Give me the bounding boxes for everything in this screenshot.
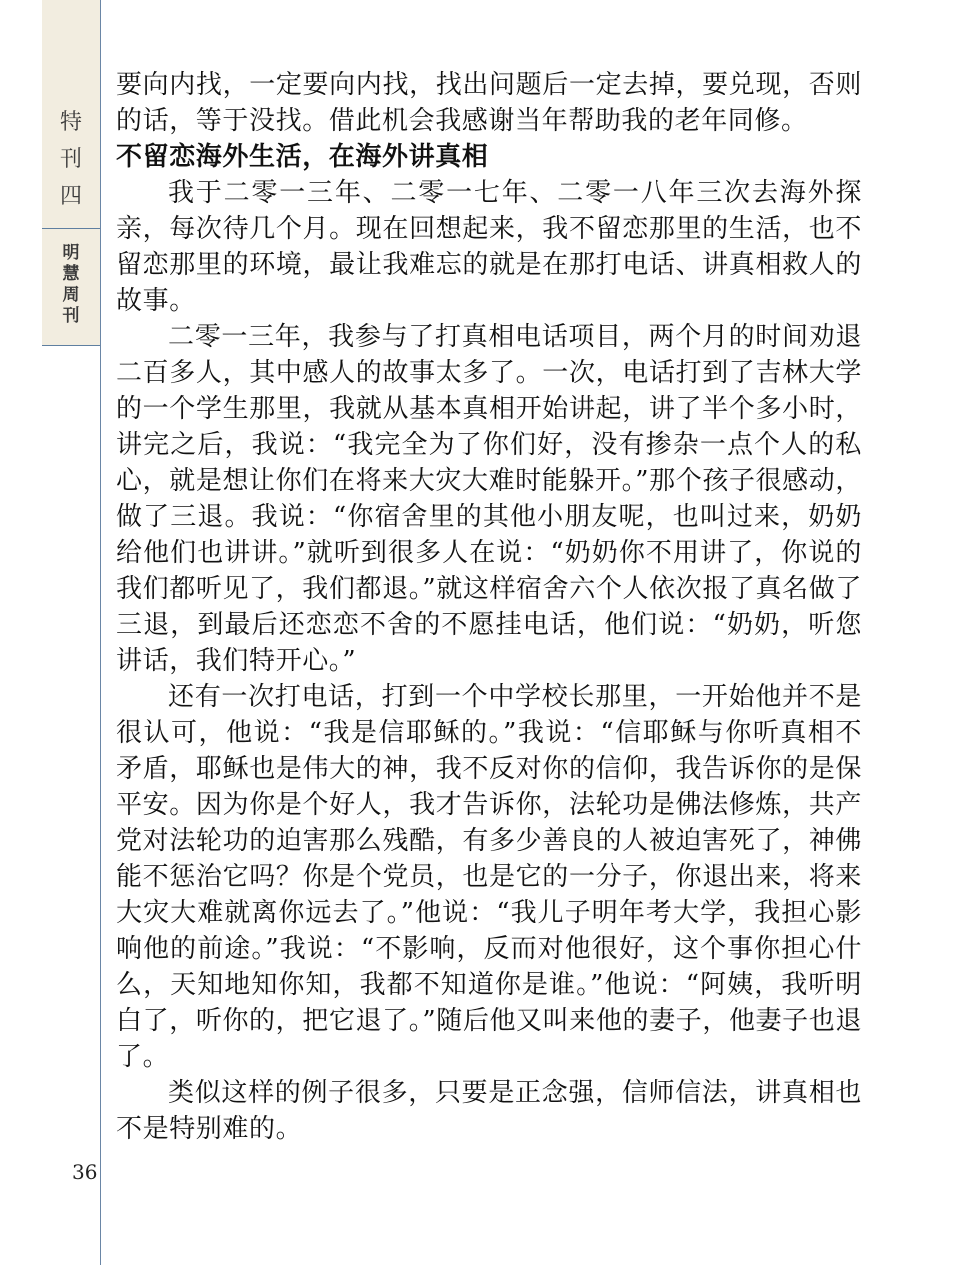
paragraph: 类似这样的例子很多，只要是正念强，信师信法，讲真相也不是特别难的。 (116, 1078, 862, 1144)
section-char: 特 (59, 110, 82, 135)
page-number: 36 (72, 1160, 98, 1184)
publication-char: 刊 (62, 306, 80, 326)
margin-rule (100, 0, 101, 1265)
side-tab-divider (42, 228, 100, 229)
publication-char: 明 (62, 243, 80, 263)
paragraph: 二零一三年，我参与了打真相电话项目，两个月的时间劝退二百多人，其中感人的故事太多了。一次，电话打到了吉林大学的一个学生那里，我就从基本真相开始讲起，讲了半个多小时，讲完之后，我说：“我完全为了你们好，没有掺杂一点个人的私心，就是想让你们在将来大灾大难时能躲开。”那个孩子很感动，做了三退。我说：“你宿舍里的其他小朋友呢，也叫过来，奶奶给他们也讲讲。”就听到很多人在说：“奶奶你不用讲了，你说的我们都听见了，我们都退。”就这样宿舍六个人依次报了真名做了三退，到最后还恋恋不舍的不愿挂电话，他们说：“奶奶，听您讲话，我们特开心。” (116, 322, 862, 676)
paragraph: 我于二零一三年、二零一七年、二零一八年三次去海外探亲，每次待几个月。现在回想起来，我不留恋那里的生活，也不留恋那里的环境，最让我难忘的就是在那打电话、讲真相救人的故事。 (116, 178, 862, 316)
paragraph: 还有一次打电话，打到一个中学校长那里，一开始他并不是很认可，他说：“我是信耶稣的。”我说：“信耶稣与你听真相不矛盾，耶稣也是伟大的神，我不反对你的信仰，我告诉你的是保平安。因为你是个好人，我才告诉你，法轮功是佛法修炼，共产党对法轮功的迫害那么残酷，有多少善良的人被迫害死了，神佛能不惩治它吗？你是个党员，也是它的一分子，你退出来，将来大灾大难就离你远去了。”他说：“我儿子明年考大学，我担心影响他的前途。”我说：“不影响，反而对他很好，这个事你担心什么，天知地知你知，我都不知道你是谁。”他说：“阿姨，我听明白了，听你的，把它退了。”随后他又叫来他的妻子，他妻子也退了。 (116, 682, 862, 1072)
article-body (116, 67, 862, 1147)
section-heading: 不留恋海外生活，在海外讲真相 (116, 142, 489, 172)
section-char: 四 (59, 184, 82, 209)
section-char: 刊 (59, 147, 82, 172)
section-label (42, 104, 100, 215)
publication-char: 慧 (62, 264, 80, 284)
paragraph-continued: 要向内找，一定要向内找，找出问题后一定去掉，要兑现，否则的话，等于没找。借此机会我感谢当年帮助我的老年同修。 (116, 70, 862, 136)
publication-label (42, 243, 100, 327)
publication-char: 周 (62, 285, 80, 305)
